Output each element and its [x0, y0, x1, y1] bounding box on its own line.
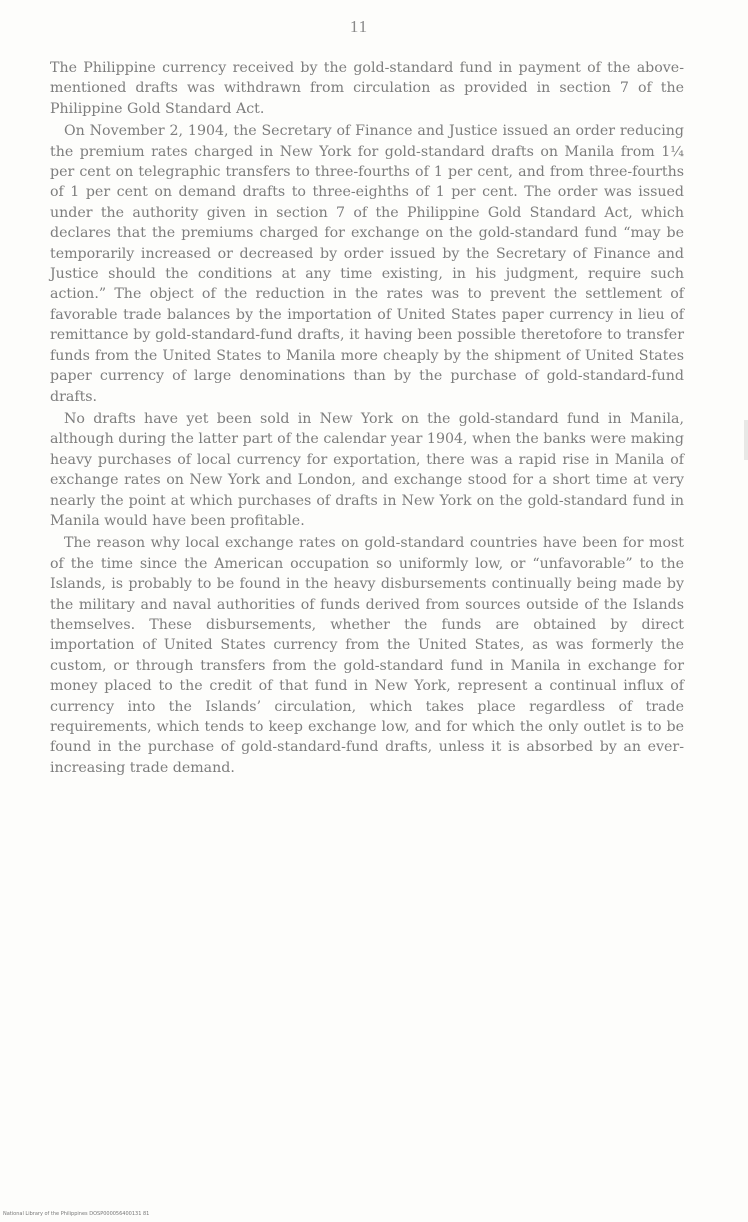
body-text: [50, 58, 684, 778]
scan-edge-mark: [744, 420, 748, 460]
scan-footer: National Library of the Philippines DOSP000056400131 81: [3, 1211, 150, 1217]
paragraph-exchange-rates: The reason why local exchange rates on gold-standard countries have been for most of the time since the American occupation so uniformly low, or “unfavorable” to the Islands, is probably to be found in the heavy disbursements continually being made by the military and naval authorities of funds derived from sources outside of the Islands themselves. These disbursements, whether the funds are obtained by direct importation of United States currency from the United States, as was formerly the custom, or through transfers from the gold-standard fund in Manila in exchange for money placed to the credit of that fund in New York, represent a continual influx of currency into the Islands’ circulation, which takes place regardless of trade requirements, which tends to keep exchange low, and for which the only outlet is to be found in the purchase of gold-standard-fund drafts, unless it is absorbed by an ever-increasing trade demand.: [50, 535, 684, 776]
paragraph-drafts-not-sold: No drafts have yet been sold in New York on the gold-standard fund in Manila, although during the latter part of the calendar year 1904, when the banks were making heavy purchases of local currency for exportation, there was a rapid rise in Manila of exchange rates on New York and London, and exchange stood for a short time at very nearly the point at which purchases of drafts in New York on the gold-standard fund in Manila would have been profitable.: [50, 410, 684, 529]
paragraph-currency-withdrawn: The Philippine currency received by the gold-standard fund in payment of the above-mentioned drafts was withdrawn from circulation as provided in section 7 of the Philippine Gold Standard Act.: [50, 60, 684, 117]
paragraph-premium-rates: On November 2, 1904, the Secretary of Finance and Justice issued an order reducing the premium rates charged in New York for gold-standard drafts on Manila from 1¼ per cent on telegraphic transfers to three-fourths of 1 per cent, and from three-fourths of 1 per cent on demand drafts to three-eighths of 1 per cent. The order was issued under the authority given in section 7 of the Philippine Gold Standard Act, which declares that the premiums charged for exchange on the gold-standard fund “may be temporarily increased or decreased by order issued by the Secretary of Finance and Justice should the conditions at any time existing, in his judgment, require such action.” The object of the reduction in the rates was to prevent the settlement of favorable trade balances by the importation of United States paper currency in lieu of remittance by gold-standard-fund drafts, it having been possible theretofore to transfer funds from the United States to Manila more cheaply by the shipment of United States paper currency of large denominations than by the purchase of gold-standard-fund drafts.: [50, 123, 684, 405]
page-number: 11: [349, 17, 369, 36]
